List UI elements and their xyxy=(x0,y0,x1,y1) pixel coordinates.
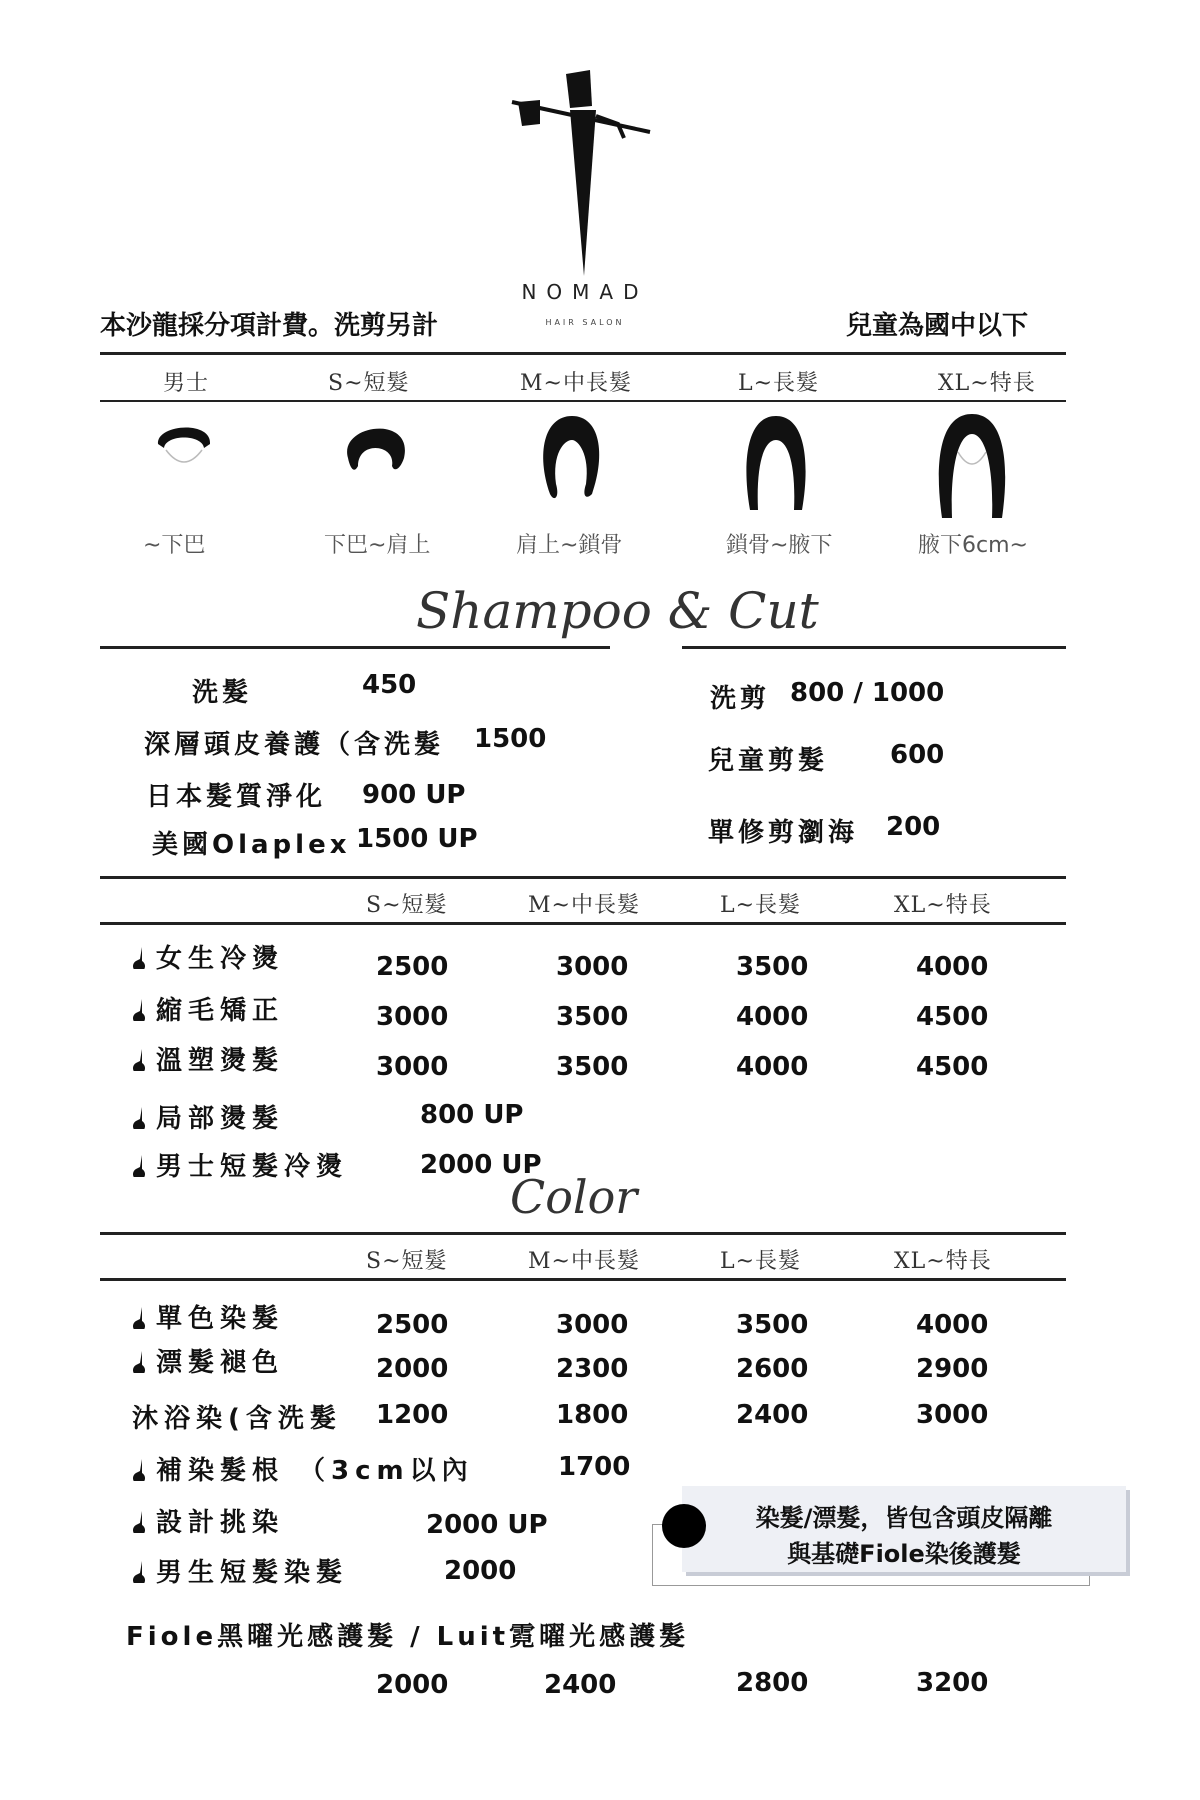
service-price: 1500 xyxy=(474,724,547,754)
color-rule-top xyxy=(100,1232,1066,1235)
perm-header-m: M~中長髮 xyxy=(528,893,640,918)
section-title-color: Color xyxy=(510,1170,638,1224)
treatment-price: 2800 xyxy=(736,1668,809,1698)
drop-icon xyxy=(132,1306,146,1328)
drop-icon xyxy=(132,1048,146,1070)
perm-price: 3000 xyxy=(376,1052,449,1082)
color-price: 2500 xyxy=(376,1310,449,1340)
children-note: 兒童為國中以下 xyxy=(846,311,1029,341)
color-price: 3500 xyxy=(736,1310,809,1340)
extra-long-hair-icon xyxy=(934,412,1010,520)
perm-price: 3000 xyxy=(556,952,629,982)
color-price: 1800 xyxy=(556,1400,629,1430)
length-header-xl: XL~特長 xyxy=(938,371,1036,396)
perm-price: 3500 xyxy=(556,1002,629,1032)
section-title-shampoo-cut: Shampoo & Cut xyxy=(416,582,819,640)
color-header-l: L~長髮 xyxy=(720,1249,802,1274)
color-extra-name: 設計挑染 xyxy=(132,1502,284,1539)
color-row-name: 單色染髮 xyxy=(132,1298,284,1335)
drop-icon xyxy=(132,1106,146,1128)
color-price: 2300 xyxy=(556,1354,629,1384)
color-extra-name: 補染髮根 （3cm以內 xyxy=(132,1450,474,1487)
brand-subtitle: HAIR SALON xyxy=(545,318,625,327)
medium-hair-icon xyxy=(536,414,606,504)
length-range-xl: 腋下6cm~ xyxy=(918,533,1028,558)
service-price: 450 xyxy=(362,670,417,700)
length-header-m: M~中長髮 xyxy=(520,371,632,396)
service-price: 600 xyxy=(890,740,945,770)
service-price: 800 / 1000 xyxy=(790,678,945,708)
perm-extra-price: 800 UP xyxy=(420,1100,524,1130)
drop-icon xyxy=(132,1458,146,1480)
length-range-s: 下巴~肩上 xyxy=(324,533,431,558)
service-price: 900 UP xyxy=(362,780,466,810)
length-header-s: S~短髮 xyxy=(328,371,410,396)
header-rule-bottom xyxy=(100,400,1066,402)
color-price: 2600 xyxy=(736,1354,809,1384)
color-extra-name: 男生短髮染髮 xyxy=(132,1552,348,1589)
perm-price: 4500 xyxy=(916,1002,989,1032)
shampoo-rule-right xyxy=(682,646,1066,649)
perm-price: 3500 xyxy=(556,1052,629,1082)
note-bullet-icon xyxy=(662,1504,706,1548)
color-row-name: 漂髮褪色 xyxy=(132,1342,284,1379)
perm-price: 4000 xyxy=(916,952,989,982)
color-price: 1200 xyxy=(376,1400,449,1430)
color-note-line: 染髮/漂髮，皆包含頭皮隔離 xyxy=(755,1504,1053,1532)
service-price: 200 xyxy=(886,812,941,842)
pricing-note: 本沙龍採分項計費。洗剪另計 xyxy=(100,311,439,341)
drop-icon xyxy=(132,1560,146,1582)
drop-icon xyxy=(132,1510,146,1532)
perm-extra-price: 2000 UP xyxy=(420,1150,542,1180)
short-hair-icon xyxy=(338,414,414,486)
brand-name: NOMAD xyxy=(521,280,649,304)
nomad-figure-icon xyxy=(500,66,670,286)
perm-extra-name: 男士短髮冷燙 xyxy=(132,1146,348,1183)
perm-row-name: 縮毛矯正 xyxy=(132,990,284,1027)
color-note-line: 與基礎Fiole染後護髮 xyxy=(787,1540,1021,1568)
drop-icon xyxy=(132,1350,146,1372)
perm-price: 4000 xyxy=(736,1052,809,1082)
color-rule-bottom xyxy=(100,1278,1066,1281)
color-extra-price: 1700 xyxy=(558,1452,631,1482)
color-note-box xyxy=(682,1486,1126,1572)
service-name: 日本髮質淨化 xyxy=(146,782,327,812)
treatment-name: Fiole黑曜光感護髮 / Luit霓曜光感護髮 xyxy=(126,1622,690,1652)
perm-header-s: S~短髮 xyxy=(366,893,448,918)
service-name: 洗剪 xyxy=(710,684,771,714)
perm-price: 4500 xyxy=(916,1052,989,1082)
perm-row-name: 女生冷燙 xyxy=(132,938,284,975)
perm-header-l: L~長髮 xyxy=(720,893,802,918)
header-rule-top xyxy=(100,352,1066,355)
service-name: 兒童剪髮 xyxy=(708,746,829,776)
color-extra-price: 2000 UP xyxy=(426,1510,548,1540)
shampoo-rule xyxy=(100,646,610,649)
color-price: 2900 xyxy=(916,1354,989,1384)
color-header-m: M~中長髮 xyxy=(528,1249,640,1274)
length-header-men: 男士 xyxy=(163,371,210,396)
drop-icon xyxy=(132,998,146,1020)
perm-header-xl: XL~特長 xyxy=(894,893,992,918)
color-extra-price: 2000 xyxy=(444,1556,517,1586)
service-name: 洗髮 xyxy=(192,678,253,708)
length-range-men: ~下巴 xyxy=(143,533,206,558)
color-header-xl: XL~特長 xyxy=(894,1249,992,1274)
color-price: 2000 xyxy=(376,1354,449,1384)
color-price: 3000 xyxy=(916,1400,989,1430)
service-name: 單修剪瀏海 xyxy=(708,818,859,848)
length-header-l: L~長髮 xyxy=(738,371,820,396)
perm-price: 3500 xyxy=(736,952,809,982)
treatment-price: 3200 xyxy=(916,1668,989,1698)
perm-extra-name: 局部燙髮 xyxy=(132,1098,284,1135)
color-header-s: S~短髮 xyxy=(366,1249,448,1274)
perm-price: 3000 xyxy=(376,1002,449,1032)
perm-price: 4000 xyxy=(736,1002,809,1032)
treatment-price: 2400 xyxy=(544,1670,617,1700)
perm-row-name: 溫塑燙髮 xyxy=(132,1040,284,1077)
length-range-m: 肩上~鎖骨 xyxy=(516,533,623,558)
perm-rule-top xyxy=(100,876,1066,879)
service-name: 深層頭皮養護（含洗髮 xyxy=(144,730,445,760)
service-name: 美國Olaplex xyxy=(152,830,351,860)
long-hair-icon xyxy=(740,414,812,514)
men-hair-icon xyxy=(152,414,216,478)
drop-icon xyxy=(132,946,146,968)
brand-logo xyxy=(500,66,670,341)
color-price: 3000 xyxy=(556,1310,629,1340)
length-range-l: 鎖骨~腋下 xyxy=(726,533,833,558)
treatment-price: 2000 xyxy=(376,1670,449,1700)
perm-price: 2500 xyxy=(376,952,449,982)
color-row-name: 沐浴染(含洗髮 xyxy=(132,1404,342,1434)
color-price: 2400 xyxy=(736,1400,809,1430)
perm-rule-bottom xyxy=(100,922,1066,925)
service-price: 1500 UP xyxy=(356,824,478,854)
color-price: 4000 xyxy=(916,1310,989,1340)
drop-icon xyxy=(132,1154,146,1176)
